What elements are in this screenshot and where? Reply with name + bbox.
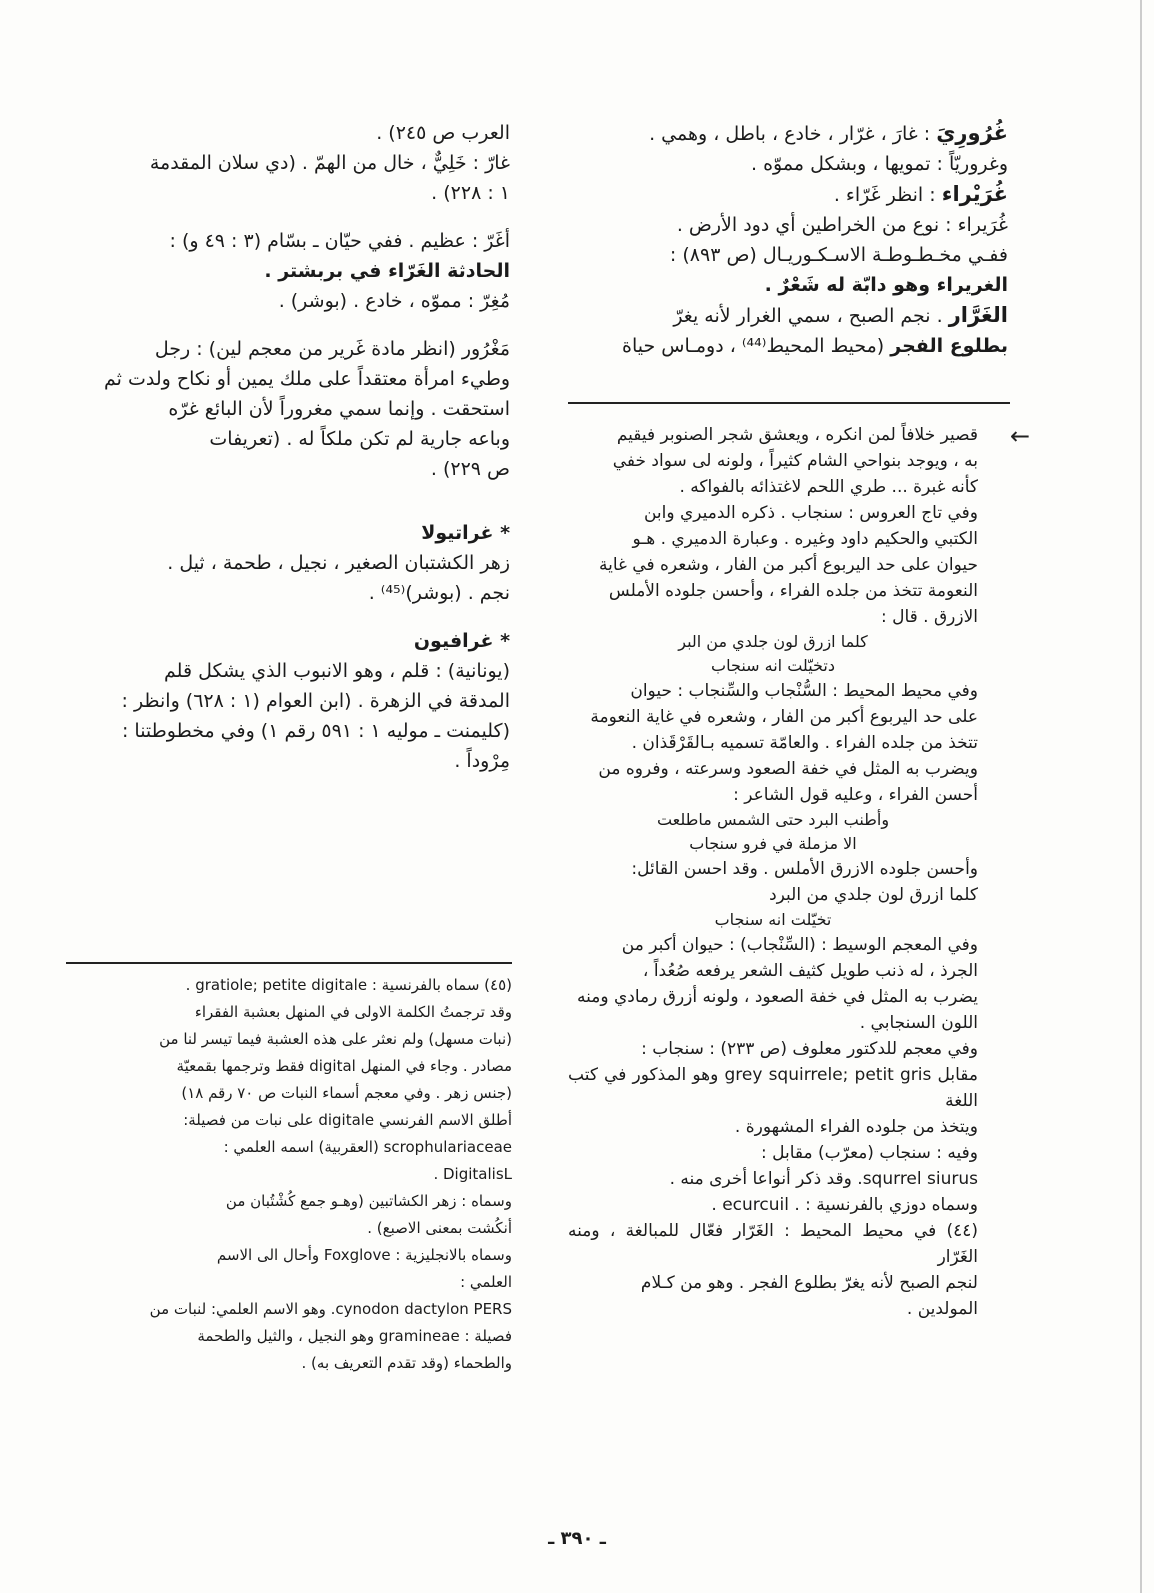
right-footnote-separator bbox=[568, 402, 1010, 404]
entry-ghurayra-quote: الغريراء وهو دابّة له شَعْرٌ . bbox=[764, 274, 1008, 296]
left-top-line: ١ : ٢٢٨) . bbox=[431, 182, 510, 204]
entry-agharr: أغَرّ : عظيم . ففي حيّان ـ بسّام (٣ : ٤٩ و) : bbox=[169, 230, 510, 252]
fn-line: squrrel siurus. وقد ذكر أنواعا أخرى منه . bbox=[669, 1169, 978, 1189]
fn-line: وفي المعجم الوسيط : (السِّنْجاب) : حيوان أكبر من bbox=[621, 935, 978, 955]
fn-line: وفيه : سنجاب (معرّب) مقابل : bbox=[760, 1143, 978, 1163]
fn-line: به ، ويوجد بنواحي الشام كثيراً ، ولونه لى سواد خفي bbox=[612, 451, 978, 471]
entry-agharr-quote: الحادثة الغَرّاء في بربشتر . bbox=[264, 260, 510, 282]
fn-line: لنجم الصبح لأنه يغرّ بطلوع الفجر . وهو من كـلام bbox=[640, 1273, 978, 1293]
verse-line: وأطنب البرد حتى الشمس ماطلعت bbox=[656, 810, 890, 829]
entry-maghrur: مَغْرُور (انظر مادة غَرير من معجم لين) : رجل bbox=[154, 338, 510, 360]
fn-line: على حد اليربوع أكبر من الفار ، وشعره في غاية النعومة bbox=[590, 707, 978, 727]
left-footnote-separator bbox=[66, 962, 512, 964]
fn-line: أنكُشت بمعنى الاصبع) . bbox=[367, 1219, 512, 1237]
right-footnotes bbox=[568, 422, 978, 1322]
entry-ghururiyyan: وغروريّاً : تمويها ، وبشكل مموّه . bbox=[751, 153, 1008, 175]
entry-gharr: غارّ : خَلِيٌّ ، خال من الهمّ . (دي سلان المقدمة bbox=[149, 152, 510, 174]
fn-line: مصادر . وجاء في المنهل digital فقط وترجمها بقمعيّة bbox=[176, 1057, 512, 1075]
spacer bbox=[60, 608, 510, 626]
fn-line: وفي تاج العروس : سنجاب . ذكره الدميري وابن bbox=[643, 503, 978, 523]
fn-line: (جنس زهر . وفي معجم أسماء النبات ص ٧٠ رقم ١٨) bbox=[181, 1084, 512, 1102]
footnote-45: (٤٥) سماه بالفرنسية : gratiole; petite digitale . bbox=[185, 976, 512, 994]
left-top-line: العرب ص ٢٤٥) . bbox=[376, 122, 510, 144]
page-number: ـ ٣٩٠ ـ bbox=[548, 1528, 606, 1549]
verse-line: الا مزملة في فرو سنجاب bbox=[689, 834, 857, 853]
left-column bbox=[60, 118, 510, 776]
entry-line: زهر الكشتبان الصغير ، نجيل ، طحمة ، ثيل . bbox=[167, 552, 510, 574]
right-column bbox=[568, 118, 1008, 361]
fn-line: المولدين . bbox=[906, 1299, 978, 1319]
continuation-arrow-icon: ← bbox=[1010, 422, 1031, 450]
entry-ghurayra-worm: غُرَيراء : نوع من الخراطين أي دود الأرض . bbox=[676, 214, 1008, 236]
fn-line: تتخذ من جلده الفراء . والعامّة تسميه بـالقَرْقَذان . bbox=[631, 733, 978, 753]
fn-line: العلمي : bbox=[460, 1273, 512, 1291]
left-footnotes bbox=[66, 972, 512, 1377]
spacer bbox=[60, 484, 510, 518]
fn-line: مقابل grey squirrele; petit gris وهو المذكور في كتب اللغة bbox=[568, 1065, 978, 1111]
fn-line: وفي محيط المحيط : السُّنْجاب والسِّنجاب : حيوان bbox=[630, 681, 978, 701]
verse-line: كلما ازرق لون جلدي من البر bbox=[678, 632, 868, 651]
fn-line: وفي معجم للدكتور معلوف (ص ٢٣٣) : سنجاب : bbox=[641, 1039, 978, 1059]
fn-line: الازرق . قال : bbox=[880, 607, 978, 627]
fn-line: DigitalisL . bbox=[433, 1165, 512, 1183]
entry-line: وطيء امرأة معتقداً على ملك يمين أو نكاح ولدت ثم bbox=[104, 368, 510, 390]
fn-line: ويضرب به المثل في خفة الصعود وسرعته ، وفروه من bbox=[598, 759, 978, 779]
entry-line: (يونانية) : قلم ، وهو الانبوب الذي يشكل قلم bbox=[164, 660, 510, 682]
scan-edge-line bbox=[1140, 0, 1142, 1593]
fn-line: اللون السنجابي . bbox=[859, 1013, 978, 1033]
fn-line: ويتخذ من جلوده الفراء المشهورة . bbox=[734, 1117, 978, 1137]
fn-line: scrophulariaceae (العقربية) اسمه العلمي : bbox=[223, 1138, 512, 1156]
fn-line: يضرب به المثل في خفة الصعود ، ولونه أزرق رمادي ومنه bbox=[577, 987, 978, 1007]
verse-line: تخيّلت انه سنجاب bbox=[714, 910, 832, 929]
fn-line: أطلق الاسم الفرنسي digitale على نبات من فصيلة: bbox=[183, 1111, 512, 1129]
fn-line: الكتبي والحكيم داود وغيره . وعبارة الدميري . هـو bbox=[632, 529, 978, 549]
verse-line: دتخيّلت انه سنجاب bbox=[711, 656, 835, 675]
fn-line: وقد ترجمتُ الكلمة الاولى في المنهل بعشبة الفقراء bbox=[194, 1003, 512, 1021]
fn-line: حيوان على حد اليربوع أكبر من الفار ، وشعره في غاية bbox=[598, 555, 978, 575]
entry-gharrar-cont: بطلوع الفجر (محيط المحيط⁽⁴⁴⁾ ، دومـاس حياة bbox=[622, 335, 1008, 357]
entry-line: المدقة في الزهرة . (ابن العوام (١ : ٦٢٨) وانظر : bbox=[121, 690, 510, 712]
fn-line: والطحماء (وقد تقدم التعريف به) . bbox=[301, 1354, 512, 1372]
spacer bbox=[60, 316, 510, 334]
entry-gharrar: الغَرَّار . نجم الصبح ، سمي الغرار لأنه يغرّ bbox=[673, 303, 1008, 327]
entry-escorial: ففـي مخـطـوطـة الاسـكـوريـال (ص ٨٩٣) : bbox=[669, 244, 1008, 266]
fn-line: وأحسن جلوده الازرق الأملس . وقد احسن القائل: bbox=[631, 859, 978, 879]
entry-line: ص ٢٢٩) . bbox=[430, 458, 510, 480]
fn-line: أحسن الفراء ، وعليه قول الشاعر : bbox=[733, 785, 978, 805]
entry-line: وباعه جارية لم تكن ملكاً له . (تعريفات bbox=[209, 428, 510, 450]
fn-line: وسماه بالانجليزية : Foxglove وأحال الى الاسم bbox=[216, 1246, 512, 1264]
fn-line: قصير خلافاً لمن انكره ، ويعشق شجر الصنوبر فيقيم bbox=[616, 425, 978, 445]
fn-line: فصيلة : gramineae وهو النجيل ، والثيل والطحمة bbox=[197, 1327, 512, 1345]
fn-line: الجرذ ، له ذنب طويل كثيف الشعر يرفعه صُعُداً ، bbox=[642, 961, 978, 981]
fn-line: (نبات مسهل) ولم نعثر على هذه العشبة فيما تيسر لنا من bbox=[159, 1030, 512, 1048]
footnote-44: (٤٤) في محيط المحيط : الغَرّار فعّال للمبالغة ، ومنه الغَرّار bbox=[568, 1221, 978, 1267]
fn-line: وسماه : زهر الكشاتبين (وهـو جمع كُشْتُبان من bbox=[225, 1192, 512, 1210]
fn-line: cynodon dactylon PERS. وهو الاسم العلمي: لنبات من bbox=[149, 1300, 512, 1318]
entry-line: (كليمنت ـ موليه ١ : ٥٩١ رقم ١) وفي مخطوطتنا : bbox=[121, 720, 510, 742]
fn-line: النعومة تتخذ من جلده الفراء ، وأحسن جلوده الأملس bbox=[608, 581, 978, 601]
entry-mugharr: مُغِرّ : مموّه ، خادع . (بوشر) . bbox=[278, 290, 510, 312]
entry-line: استحقت . وإنما سمي مغروراً لأن البائع غرّه bbox=[168, 398, 510, 420]
heading-gratiola: * غراتيولا bbox=[421, 522, 510, 544]
heading-graphion: * غرافيون bbox=[413, 630, 510, 652]
entry-line: مِرْوداً . bbox=[454, 750, 510, 772]
fn-line: وسماه دوزي بالفرنسية : . ecurcuil . bbox=[711, 1195, 978, 1215]
fn-line: كأنه غبرة ... طري اللحم لاغتذائه بالفواكه . bbox=[679, 477, 978, 497]
entry-ghurayra: غُرَيْراء : انظر غَرّاء . bbox=[833, 182, 1008, 206]
spacer bbox=[60, 208, 510, 226]
entry-line: نجم . (بوشر)⁽⁴⁵⁾ . bbox=[368, 582, 510, 604]
fn-line: كلما ازرق لون جلدي من البرد bbox=[769, 885, 978, 905]
entry-ghururi: غُرُورِيَ : غارَ ، غرّار ، خادع ، باطل ، وهمي . bbox=[649, 121, 1008, 145]
